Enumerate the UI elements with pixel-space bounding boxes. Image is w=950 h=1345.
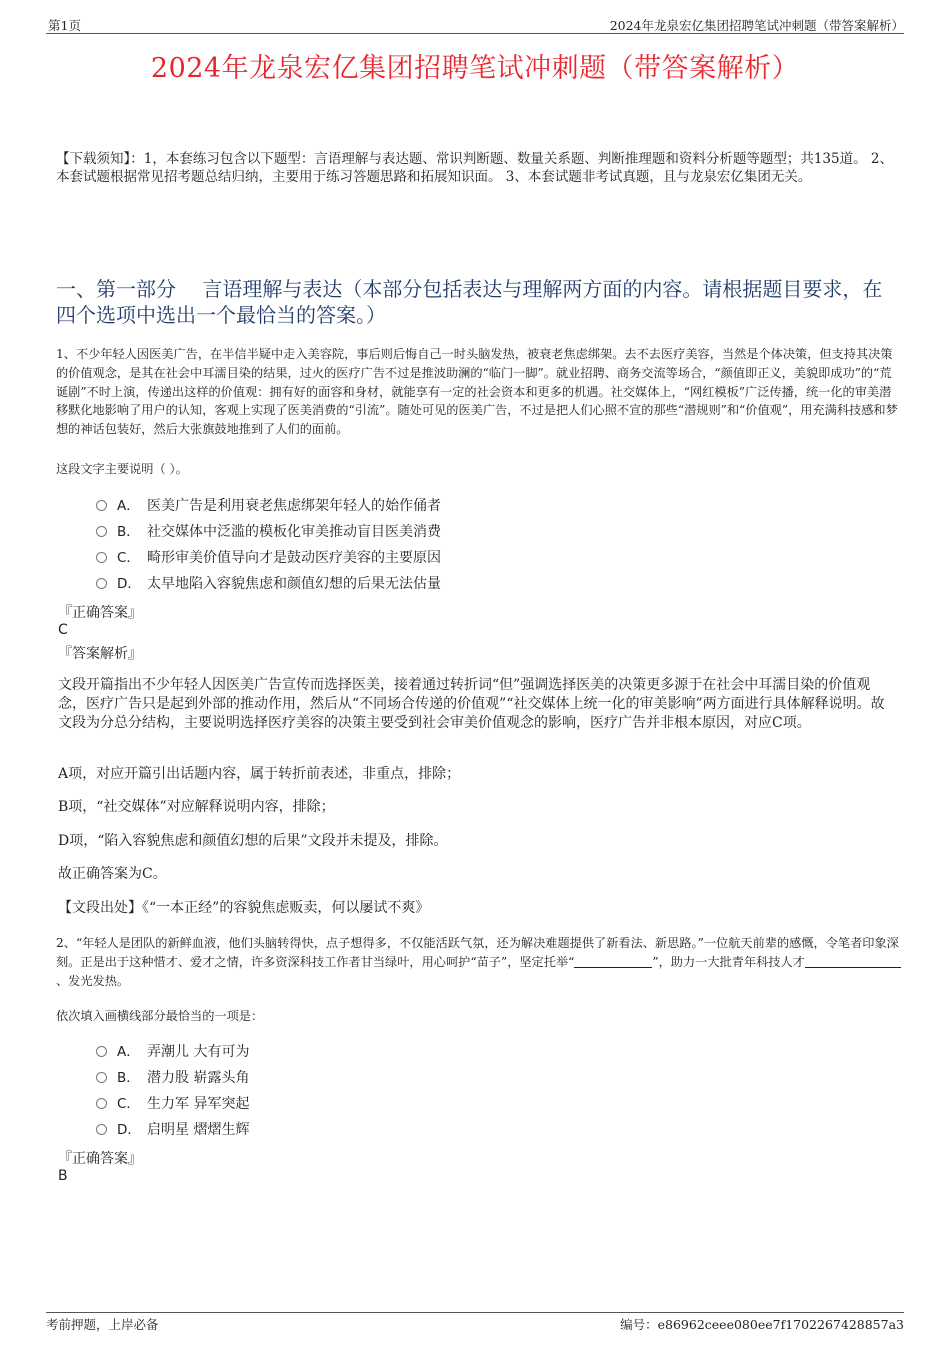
q1-question: 这段文字主要说明（ ）。 [56,462,188,476]
section-heading: 一、第一部分 言语理解与表达（本部分包括表达与理解两方面的内容。请根据题目要求，在四个选项中选出一个最恰当的答案。） [56,277,883,327]
q1-source: 【文段出处】《“一本正经”的容貌焦虑贩卖，何以屡试不爽》 [58,900,430,916]
q2-option-d[interactable]: D． 启明星 熠熠生辉 [96,1120,249,1140]
radio-icon[interactable] [96,1098,107,1109]
fill-blank-2[interactable] [805,955,901,968]
footer-divider [46,1312,904,1313]
q2-passage: 2、“年轻人是团队的新鲜血液，他们头脑转得快，点子想得多，不仅能活跃气氛，还为解决难题提供了新看法、新思路。”一位航天前辈的感慨，令笔者印象深刻。正是出于这种惜才、爱才之情，许多资深科技工作者甘当绿叶，用心呵护“苗子”，坚定托举“ ”，助力一大批青年科技人才、发光发热。 [56,936,899,988]
q1-passage: 1、不少年轻人因医美广告，在半信半疑中走入美容院，事后则后悔自己一时头脑发热，被衰老焦虑绑架。去不去医疗美容，当然是个体决策，但支持其决策的价值观念，是其在社会中耳濡目染的结果，过火的医疗广告不过是推波助澜的“临门一脚”。就业招聘、商务交流等场合，“颜值即正义，美貌即成功”的“荒诞剧”不时上演，传递出这样的价值观：拥有好的面容和身材，就能享有一定的社会资本和更多的机遇。社交媒体上，“网红模板”广泛传播，统一化的审美潜移默化地影响了用户的认知，客观上实现了医美消费的“引流”。随处可见的医美广告，不过是把人们心照不宣的那些“潜规则”和“价值观”，用充满科技感和梦想的神话包装好，然后大张旗鼓地推到了人们的面前。 [56,347,898,437]
radio-icon[interactable] [96,526,107,537]
q1-option-c[interactable]: C． 畸形审美价值导向才是鼓动医疗美容的主要原因 [96,548,441,568]
page-number: 第1页 [48,18,81,33]
q1-analysis-conclusion: 故正确答案为C。 [58,866,167,882]
q1-analysis-label: 『答案解析』 [58,646,142,662]
q2-option-c[interactable]: C． 生力军 异军突起 [96,1094,249,1114]
footer-slogan: 考前押题，上岸必备 [46,1317,159,1332]
footer-doc-id: 编号：e86962ceee080ee7f1702267428857a3 [620,1317,904,1332]
radio-icon[interactable] [96,578,107,589]
q1-option-a[interactable]: A． 医美广告是利用衰老焦虑绑架年轻人的始作俑者 [96,496,441,516]
radio-icon[interactable] [96,500,107,511]
q1-answer: C [58,622,68,638]
header-divider [46,33,904,34]
download-notice: 【下载须知】：1，本套练习包含以下题型：言语理解与表达题、常识判断题、数量关系题、判断推理题和资料分析题等题型；共135道。 2、本套试题根据常见招考题总结归纳，主要用于练习答题思路和拓展知识面。 3、本套试题非考试真题，且与龙泉宏亿集团无关。 [56,151,893,185]
q2-question: 依次填入画横线部分最恰当的一项是： [56,1009,264,1023]
q1-answer-label: 『正确答案』 [58,605,142,621]
radio-icon[interactable] [96,1072,107,1083]
q1-option-b[interactable]: B． 社交媒体中泛滥的模板化审美推动盲目医美消费 [96,522,441,542]
q2-option-b[interactable]: B． 潜力股 崭露头角 [96,1068,249,1088]
q2-answer: B [58,1168,68,1184]
q1-option-d[interactable]: D． 太早地陷入容貌焦虑和颜值幻想的后果无法估量 [96,574,441,594]
radio-icon[interactable] [96,1124,107,1135]
q2-option-a[interactable]: A． 弄潮儿 大有可为 [96,1042,249,1062]
radio-icon[interactable] [96,552,107,563]
header-doc-title: 2024年龙泉宏亿集团招聘笔试冲刺题（带答案解析） [609,18,904,33]
q1-analysis-main: 文段开篇指出不少年轻人因医美广告宣传而选择医美，接着通过转折词“但”强调选择医美的决策更多源于在社会中耳濡目染的价值观念，医疗广告只是起到外部的推动作用，然后从“不同场合传递的价值观”“社交媒体上统一化的审美影响”两方面进行具体解释说明。故文段为分总分结构，主要说明选择医疗美容的决策主要受到社会审美价值观念的影响，医疗广告并非根本原因，对应C项。 [58,677,885,731]
q1-analysis-d: D项，“陷入容貌焦虑和颜值幻想的后果”文段并未提及，排除。 [58,833,448,849]
q1-analysis-a: A项，对应开篇引出话题内容，属于转折前表述，非重点，排除； [58,766,461,782]
q2-answer-label: 『正确答案』 [58,1151,142,1167]
fill-blank-1[interactable] [574,955,652,968]
q1-analysis-b: B项，“社交媒体”对应解释说明内容，排除； [58,799,335,815]
radio-icon[interactable] [96,1046,107,1057]
page-title: 2024年龙泉宏亿集团招聘笔试冲刺题（带答案解析） [150,53,800,84]
